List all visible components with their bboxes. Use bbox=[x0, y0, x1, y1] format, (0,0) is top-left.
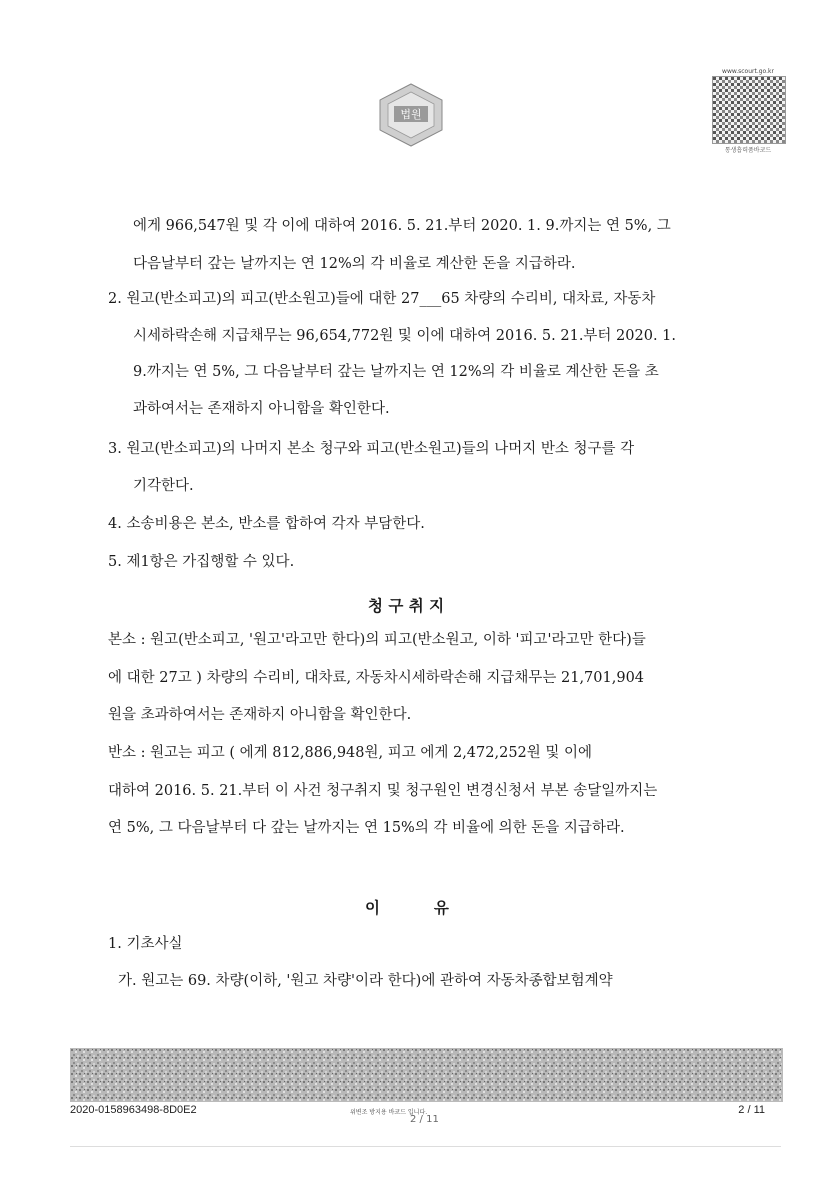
qr-caption: 통생흡력품바코드 bbox=[724, 147, 772, 154]
page-number: 2 / 11 bbox=[738, 1104, 765, 1116]
body-line: 다음날부터 갚는 날까지는 연 12%의 각 비율로 계산한 돈을 지급하라. bbox=[133, 256, 576, 272]
body-line: 2. 원고(반소피고)의 피고(반소원고)들에 대한 27___65 차량의 수리비, 대차료, 자동차 bbox=[108, 291, 656, 307]
barcode-note: 위변조 방지용 바코드 입니다. bbox=[350, 1109, 428, 1116]
anti-forgery-barcode bbox=[70, 1048, 783, 1102]
emblem-text: 법원 bbox=[400, 108, 422, 121]
page-number-center: 2 / 11 bbox=[410, 1114, 439, 1125]
claim-heading: 청 구 취 지 bbox=[368, 596, 445, 615]
section-title: 1. 기초사실 bbox=[108, 936, 183, 952]
body-line: 에게 966,547원 및 각 이에 대하여 2016. 5. 21.부터 2020. 1. 9.까지는 연 5%, 그 bbox=[133, 218, 671, 234]
court-emblem-icon bbox=[376, 82, 446, 148]
qr-url: www.scourt.go.kr bbox=[722, 68, 774, 75]
claim-line: 대하여 2016. 5. 21.부터 이 사건 청구취지 및 청구원인 변경신청서 부본 송달일까지는 bbox=[108, 783, 658, 799]
claim-line: 반소 : 원고는 피고 ( 에게 812,886,948원, 피고 에게 2,472,252원 및 이에 bbox=[108, 745, 593, 761]
section-paragraph: 가. 원고는 69. 차량(이하, '원고 차량'이라 한다)에 관하여 자동차종합보험계약 bbox=[118, 973, 613, 989]
claim-line: 에 대한 27고 ) 차량의 수리비, 대차료, 자동차시세하락손해 지급채무는 21,701,904 bbox=[108, 670, 645, 686]
body-line: 과하여서는 존재하지 아니함을 확인한다. bbox=[133, 401, 390, 417]
body-line: 시세하락손해 지급채무는 96,654,772원 및 이에 대하여 2016. 5. 21.부터 2020. 1. bbox=[133, 328, 677, 344]
body-line: 기각한다. bbox=[133, 478, 194, 494]
claim-line: 본소 : 원고(반소피고, '원고'라고만 한다)의 피고(반소원고, 이하 '피고'라고만 한다)들 bbox=[108, 632, 646, 648]
document-id: 2020-0158963498-8D0E2 bbox=[70, 1104, 197, 1116]
body-line: 9.까지는 연 5%, 그 다음날부터 갚는 날까지는 연 12%의 각 비율로 계산한 돈을 초 bbox=[133, 364, 659, 380]
qr-code bbox=[712, 76, 786, 144]
body-line: 5. 제1항은 가집행할 수 있다. bbox=[108, 554, 295, 570]
body-line: 3. 원고(반소피고)의 나머지 본소 청구와 피고(반소원고)들의 나머지 반소 청구를 각 bbox=[108, 441, 635, 457]
claim-line: 원을 초과하여서는 존재하지 아니함을 확인한다. bbox=[108, 707, 412, 723]
bottom-divider bbox=[70, 1146, 781, 1147]
body-line: 4. 소송비용은 본소, 반소를 합하여 각자 부담한다. bbox=[108, 516, 425, 532]
claim-line: 연 5%, 그 다음날부터 다 갚는 날까지는 연 15%의 각 비율에 의한 돈을 지급하라. bbox=[108, 820, 625, 836]
reason-heading: 이 유 bbox=[365, 898, 449, 917]
